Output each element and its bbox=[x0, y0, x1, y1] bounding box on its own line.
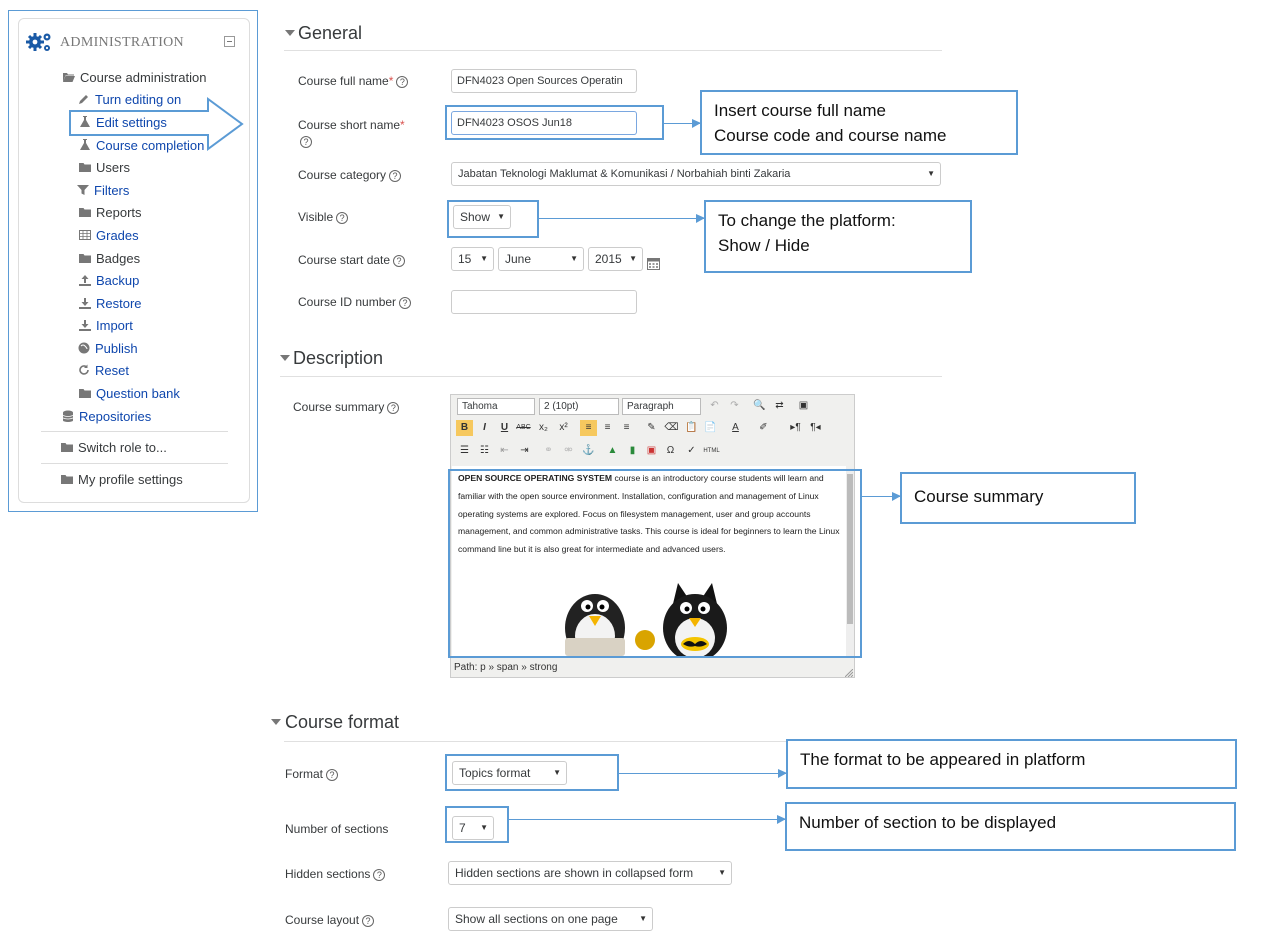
moodle-media-icon[interactable]: ▣ bbox=[646, 445, 657, 456]
summary-label bbox=[293, 400, 399, 414]
course-layout-select[interactable] bbox=[448, 907, 653, 931]
course-layout-label bbox=[285, 913, 374, 927]
align-right-icon[interactable]: ≡ bbox=[623, 422, 630, 433]
chevron-down-icon: ▼ bbox=[480, 254, 488, 263]
profile-settings-label: My profile settings bbox=[78, 472, 183, 487]
resize-handle-icon[interactable] bbox=[845, 669, 853, 677]
help-icon[interactable]: ? bbox=[389, 170, 401, 182]
start-day-select[interactable] bbox=[451, 247, 494, 271]
clean-format-icon[interactable]: ✎ bbox=[647, 422, 656, 433]
admin-item-label: Badges bbox=[96, 251, 141, 266]
summary-highlight bbox=[448, 469, 862, 658]
visible-label-text: Visible bbox=[298, 210, 334, 224]
admin-item-filters[interactable] bbox=[94, 183, 129, 198]
admin-item-label: Course completion bbox=[96, 138, 205, 153]
required-mark: * bbox=[388, 74, 394, 88]
admin-item-backup[interactable] bbox=[96, 273, 139, 288]
font-size-value: 2 (10pt) bbox=[544, 401, 579, 412]
arrow-to-callout bbox=[862, 496, 900, 497]
indent-icon[interactable]: ⇥ bbox=[520, 445, 529, 456]
align-center-icon[interactable]: ≡ bbox=[604, 422, 611, 433]
admin-item-label: Users bbox=[96, 160, 130, 175]
undo-icon[interactable]: ↶ bbox=[710, 400, 719, 411]
help-icon[interactable]: ? bbox=[399, 297, 411, 309]
required-mark: * bbox=[400, 118, 405, 132]
full-name-label-text: Course full name bbox=[298, 74, 389, 88]
summary-text: course is an introductory course students will learn and familiar with the open source environment. Installation, configuration and management of Linux operating systems are explored. Focus on filesystem management, user and group accounts management, and common administrative tasks. This course is ideal for beginners to learn the Linux command line but it is also great for intermediate and advanced users. bbox=[458, 473, 840, 555]
summary-bold-text: OPEN SOURCE OPERATING SYSTEM bbox=[458, 473, 613, 483]
admin-item-users[interactable] bbox=[96, 160, 130, 175]
admin-item-label: Reports bbox=[96, 205, 142, 220]
find-icon[interactable]: 🔍 bbox=[753, 400, 766, 411]
callout-visible-line2: Show / Hide bbox=[718, 236, 810, 255]
course-format-heading[interactable]: Course format bbox=[285, 712, 400, 732]
chevron-down-icon: ▼ bbox=[553, 768, 561, 777]
course-administration-label: Course administration bbox=[80, 70, 207, 85]
callout-full-name-line2: Course code and course name bbox=[714, 126, 947, 145]
admin-item-label: Reset bbox=[95, 363, 129, 378]
image-icon[interactable]: ▲ bbox=[607, 445, 618, 456]
repositories-label: Repositories bbox=[79, 409, 152, 424]
chevron-down-icon: ▼ bbox=[718, 868, 726, 877]
underline-button[interactable]: U bbox=[500, 422, 509, 433]
paragraph-format-select[interactable] bbox=[622, 398, 701, 415]
folder-icon bbox=[79, 206, 91, 218]
format-select-value: Topics format bbox=[459, 766, 531, 780]
paragraph-format-value: Paragraph bbox=[627, 401, 674, 412]
help-icon[interactable]: ? bbox=[336, 212, 348, 224]
description-heading[interactable]: Description bbox=[293, 348, 384, 368]
gears-icon bbox=[26, 30, 54, 54]
special-char-icon[interactable]: Ω bbox=[666, 445, 675, 456]
hidden-sections-select[interactable] bbox=[448, 861, 732, 885]
collapse-block-button[interactable] bbox=[224, 36, 235, 47]
start-year-select[interactable] bbox=[588, 247, 643, 271]
divider bbox=[41, 463, 228, 464]
bold-button[interactable]: B bbox=[456, 420, 473, 436]
database-icon bbox=[62, 410, 74, 422]
visible-label bbox=[298, 210, 348, 224]
full-name-input[interactable]: DFN4023 Open Sources Operatin bbox=[451, 69, 637, 93]
bullet-list-icon[interactable]: ☰ bbox=[460, 445, 469, 456]
id-number-input[interactable] bbox=[451, 290, 637, 314]
strikethrough-button[interactable]: ABC bbox=[516, 424, 531, 431]
admin-item-grades[interactable] bbox=[96, 228, 139, 243]
editor-path: Path: p » span » strong bbox=[454, 662, 558, 673]
sections-select-value: 7 bbox=[459, 821, 466, 835]
folder-icon bbox=[79, 252, 91, 264]
chevron-down-icon: ▼ bbox=[639, 914, 647, 923]
admin-item-question-bank[interactable] bbox=[96, 386, 180, 401]
rtl-icon[interactable]: ¶◂ bbox=[810, 422, 821, 433]
help-icon[interactable]: ? bbox=[396, 76, 408, 88]
arrow-to-callout bbox=[539, 218, 704, 219]
spellcheck-icon[interactable]: ✓ bbox=[687, 445, 696, 456]
course-layout-value: Show all sections on one page bbox=[455, 912, 618, 926]
chevron-down-icon: ▼ bbox=[497, 212, 505, 221]
start-date-label bbox=[298, 253, 405, 267]
profile-settings-node[interactable] bbox=[78, 472, 183, 487]
hidden-sections-label-text: Hidden sections bbox=[285, 867, 371, 881]
category-select-value: Jabatan Teknologi Maklumat & Komunikasi / Norbahiah binti Zakaria bbox=[458, 168, 791, 180]
fullscreen-icon[interactable]: ▣ bbox=[798, 400, 809, 411]
chevron-down-icon: ▼ bbox=[480, 823, 488, 832]
paste-word-icon[interactable]: 📄 bbox=[704, 422, 717, 433]
short-name-label-text: Course short name bbox=[298, 118, 401, 132]
font-family-select[interactable] bbox=[457, 398, 535, 415]
superscript-button[interactable]: x² bbox=[559, 422, 568, 433]
numbered-list-icon[interactable]: ☷ bbox=[480, 445, 489, 456]
admin-item-label: Grades bbox=[96, 228, 139, 243]
category-label bbox=[298, 168, 401, 182]
arrow-to-callout bbox=[509, 819, 785, 820]
help-icon[interactable]: ? bbox=[387, 402, 399, 414]
divider bbox=[280, 376, 942, 377]
admin-item-label: Filters bbox=[94, 183, 130, 198]
chevron-down-icon: ▼ bbox=[629, 254, 637, 263]
divider bbox=[41, 431, 228, 432]
folder-open-icon bbox=[63, 71, 75, 83]
text-color-icon[interactable]: A bbox=[732, 422, 739, 433]
anchor-icon[interactable]: ⚓ bbox=[582, 445, 595, 456]
collapse-general-icon[interactable] bbox=[285, 30, 295, 36]
start-day-value: 15 bbox=[458, 252, 472, 266]
help-icon[interactable]: ? bbox=[362, 915, 374, 927]
callout-summary: Course summary bbox=[900, 472, 1136, 524]
admin-item-label: Turn editing on bbox=[95, 92, 182, 107]
format-label bbox=[285, 767, 338, 781]
unlink-icon[interactable]: ⚮ bbox=[564, 445, 573, 456]
callout-full-name bbox=[700, 90, 1018, 155]
callout-format: The format to be appeared in platform bbox=[786, 739, 1237, 789]
divider bbox=[284, 50, 942, 51]
full-name-label bbox=[298, 74, 408, 88]
admin-item-label: Import bbox=[96, 318, 133, 333]
arrow-to-callout bbox=[664, 123, 700, 124]
edit-settings-highlight-arrow bbox=[68, 97, 246, 151]
format-select[interactable] bbox=[452, 761, 567, 785]
paste-text-icon[interactable]: 📋 bbox=[685, 422, 698, 433]
redo-icon[interactable]: ↷ bbox=[730, 400, 739, 411]
collapse-format-icon[interactable] bbox=[271, 719, 281, 725]
start-date-label-text: Course start date bbox=[298, 253, 391, 267]
download-icon bbox=[79, 297, 91, 309]
admin-block-title: ADMINISTRATION bbox=[60, 35, 184, 50]
category-select[interactable] bbox=[451, 162, 941, 186]
folder-icon bbox=[61, 473, 73, 485]
chevron-down-icon: ▼ bbox=[570, 254, 578, 263]
start-year-value: 2015 bbox=[595, 252, 622, 266]
calendar-icon[interactable] bbox=[647, 257, 660, 270]
admin-item-badges[interactable] bbox=[96, 251, 140, 266]
link-icon[interactable]: ⚭ bbox=[544, 445, 553, 456]
visible-select[interactable] bbox=[453, 205, 511, 229]
help-icon[interactable]: ? bbox=[326, 769, 338, 781]
folder-icon bbox=[79, 161, 91, 173]
hidden-sections-label bbox=[285, 867, 385, 881]
callout-visible bbox=[704, 200, 972, 273]
html-source-icon[interactable]: HTML bbox=[703, 448, 720, 454]
hidden-sections-value: Hidden sections are shown in collapsed form bbox=[455, 866, 694, 880]
filter-icon bbox=[77, 184, 89, 196]
reset-icon bbox=[78, 364, 90, 376]
upload-icon bbox=[79, 274, 91, 286]
start-month-select[interactable] bbox=[498, 247, 584, 271]
callout-visible-line1: To change the platform: bbox=[718, 211, 896, 230]
short-name-label bbox=[298, 117, 405, 149]
admin-item-label: Edit settings bbox=[96, 115, 167, 130]
help-icon[interactable]: ? bbox=[300, 136, 312, 148]
summary-label-text: Course summary bbox=[293, 400, 385, 414]
align-left-icon[interactable]: ≡ bbox=[580, 420, 597, 436]
admin-item-reset[interactable] bbox=[95, 363, 129, 378]
font-size-select[interactable] bbox=[539, 398, 619, 415]
italic-button[interactable]: I bbox=[483, 422, 486, 433]
chevron-down-icon: ▼ bbox=[927, 169, 935, 178]
admin-item-label: Backup bbox=[96, 273, 140, 288]
replace-icon[interactable]: ⇄ bbox=[775, 400, 784, 411]
admin-item-restore[interactable] bbox=[96, 296, 142, 311]
id-number-label bbox=[298, 295, 411, 309]
admin-item-label: Publish bbox=[95, 341, 138, 356]
folder-icon bbox=[79, 387, 91, 399]
admin-item-reports[interactable] bbox=[96, 205, 142, 220]
admin-item-label: Question bank bbox=[96, 386, 180, 401]
admin-item-publish[interactable] bbox=[95, 341, 138, 356]
outdent-icon[interactable]: ⇤ bbox=[500, 445, 509, 456]
sections-label: Number of sections bbox=[285, 822, 389, 836]
media-icon[interactable]: ▮ bbox=[629, 445, 636, 456]
admin-item-label: Restore bbox=[96, 296, 142, 311]
course-layout-label-text: Course layout bbox=[285, 913, 360, 927]
sections-select[interactable] bbox=[452, 816, 494, 840]
table-icon bbox=[79, 229, 91, 241]
start-month-value: June bbox=[505, 252, 532, 266]
callout-full-name-line1: Insert course full name bbox=[714, 101, 886, 120]
eraser-icon[interactable]: ⌫ bbox=[664, 422, 679, 433]
help-icon[interactable]: ? bbox=[393, 255, 405, 267]
help-icon[interactable]: ? bbox=[373, 869, 385, 881]
admin-item-import[interactable] bbox=[96, 318, 133, 333]
subscript-button[interactable]: x₂ bbox=[539, 422, 548, 433]
format-label-text: Format bbox=[285, 767, 324, 781]
id-number-label-text: Course ID number bbox=[298, 295, 397, 309]
switch-role-node[interactable] bbox=[78, 440, 167, 455]
course-administration-node[interactable] bbox=[80, 70, 206, 85]
switch-role-label: Switch role to... bbox=[78, 440, 167, 455]
download-icon bbox=[79, 319, 91, 331]
visible-select-value: Show bbox=[460, 210, 491, 224]
globe-icon bbox=[78, 342, 90, 354]
folder-icon bbox=[61, 441, 73, 453]
font-family-value: Tahoma bbox=[462, 401, 498, 412]
short-name-input[interactable]: DFN4023 OSOS Jun18 bbox=[451, 111, 637, 135]
callout-sections: Number of section to be displayed bbox=[785, 802, 1236, 851]
arrow-to-callout bbox=[619, 773, 786, 774]
highlight-color-icon[interactable]: ✐ bbox=[759, 422, 768, 433]
category-label-text: Course category bbox=[298, 168, 387, 182]
ltr-icon[interactable]: ▸¶ bbox=[790, 422, 801, 433]
collapse-description-icon[interactable] bbox=[280, 355, 290, 361]
general-heading[interactable]: General bbox=[298, 23, 363, 43]
repositories-link[interactable] bbox=[79, 409, 151, 424]
